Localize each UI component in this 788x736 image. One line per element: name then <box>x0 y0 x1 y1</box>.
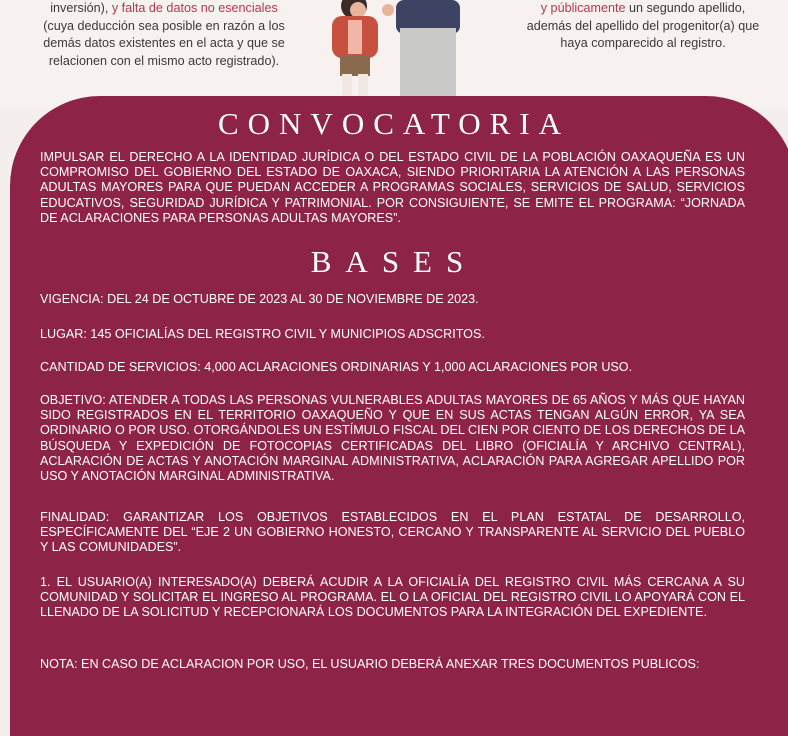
bases-finalidad: FINALIDAD: GARANTIZAR LOS OBJETIVOS ESTABLECIDOS EN EL PLAN ESTATAL DE DESARROLLO, ESPECÍFICAMENTE DEL “EJE 2 UN GOBIERNO HONESTO, CERCANO Y TRANSPARENTE AL SERVICIO DEL PUEBLO Y LAS COMUNIDADES”. <box>40 510 745 555</box>
top-left-line-1 <box>14 0 314 18</box>
bases-lugar: LUGAR: 145 OFICIALÍAS DEL REGISTRO CIVIL Y MUNICIPIOS ADSCRITOS. <box>40 327 485 341</box>
top-right-line-1b: un segundo apellido, <box>628 1 746 15</box>
child-figure-pants <box>340 56 370 76</box>
top-right-note <box>488 0 788 53</box>
family-illustration <box>318 0 478 100</box>
convocatoria-body: IMPULSAR EL DERECHO A LA IDENTIDAD JURÍDICA O DEL ESTADO CIVIL DE LA POBLACIÓN OAXAQUEÑA ES UN COMPROMISO DEL GOBIERNO DEL ESTADO DE OAXACA, SIENDO PRIORITARIA LA ATENCIÓN A LAS PERSONAS ADULTAS MAYORES PARA QUE PUEDAN ACCEDER A PROGRAMAS SOCIALES, SERVICIOS DE SALUD, SERVICIOS EDUCATIVOS, SEGURIDAD JURÍDICA Y PATRIMONIAL. POR CONSIGUIENTE, SE EMITE EL PROGRAMA: “JORNADA DE ACLARACIONES PARA PERSONAS ADULTAS MAYORES”. <box>40 150 745 225</box>
child-figure-hand <box>382 4 394 16</box>
top-left-line-3: demás datos existentes en el acta y que se <box>43 36 285 50</box>
bases-title: BASES <box>310 244 478 279</box>
child-figure-face <box>350 2 366 18</box>
top-right-line-3: haya comparecido al registro. <box>560 36 726 50</box>
top-left-line-2: (cuya deducción sea posible en razón a los <box>43 18 285 33</box>
top-right-line-2: además del apellido del progenitor(a) que <box>526 18 760 33</box>
top-left-line-1a: inversión), <box>50 1 109 15</box>
bases-cantidad: CANTIDAD DE SERVICIOS: 4,000 ACLARACIONES ORDINARIAS Y 1,000 ACLARACIONES POR USO. <box>40 360 633 374</box>
adult-figure-skirt <box>400 28 456 100</box>
top-left-line-4: relacionen con el mismo acto registrado). <box>48 53 280 68</box>
bases-punto-1: 1. EL USUARIO(A) INTERESADO(A) DEBERÁ ACUDIR A LA OFICIALÍA DEL REGISTRO CIVIL MÁS CERCANA A SU COMUNIDAD Y SOLICITAR EL INGRESO AL PROGRAMA. EL O LA OFICIAL DEL REGISTRO CIVIL LO APOYARÁ CON EL LLENADO DE LA SOLICITUD Y RECEPCIONARÁ LOS DOCUMENTOS PARA LA INTEGRACIÓN DEL EXPEDIENTE. <box>40 575 745 620</box>
convocatoria-title: CONVOCATORIA <box>217 106 570 141</box>
child-figure-shirt <box>348 20 362 54</box>
top-right-line-1a: y públicamente <box>540 1 626 15</box>
top-left-note <box>14 0 314 70</box>
top-right-line-1 <box>488 0 788 18</box>
bases-vigencia: VIGENCIA: DEL 24 DE OCTUBRE DE 2023 AL 30 DE NOVIEMBRE DE 2023. <box>40 292 479 306</box>
top-left-line-1b: y falta de datos no esenciales <box>111 1 278 15</box>
bases-nota: NOTA: EN CASO DE ACLARACION POR USO, EL USUARIO DEBERÁ ANEXAR TRES DOCUMENTOS PUBLICOS: <box>40 657 700 671</box>
bases-objetivo: OBJETIVO: ATENDER A TODAS LAS PERSONAS VULNERABLES ADULTAS MAYORES DE 65 AÑOS Y MÁS QUE HAYAN SIDO REGISTRADOS EN EL TERRITORIO OAXAQUEÑO Y QUE EN SUS ACTAS TENGAN ALGÚN ERROR, YA SEA ORDINARIO O POR USO. OTORGÁNDOLES UN ESTÍMULO FISCAL DEL CIEN POR CIENTO DE LOS DERECHOS DE LA BÚSQUEDA Y EXPEDICIÓN DE FOTOCOPIAS CERTIFICADAS DEL LIBRO (OFICIALÍA Y ARCHIVO CENTRAL), ACLARACIÓN DE ACTAS Y ANOTACIÓN MARGINAL ADMINISTRATIVA, ACLARACIÓN PARA AGREGAR APELLIDO POR USO Y ANOTACIÓN MARGINAL ADMINISTRATIVA. <box>40 393 745 484</box>
